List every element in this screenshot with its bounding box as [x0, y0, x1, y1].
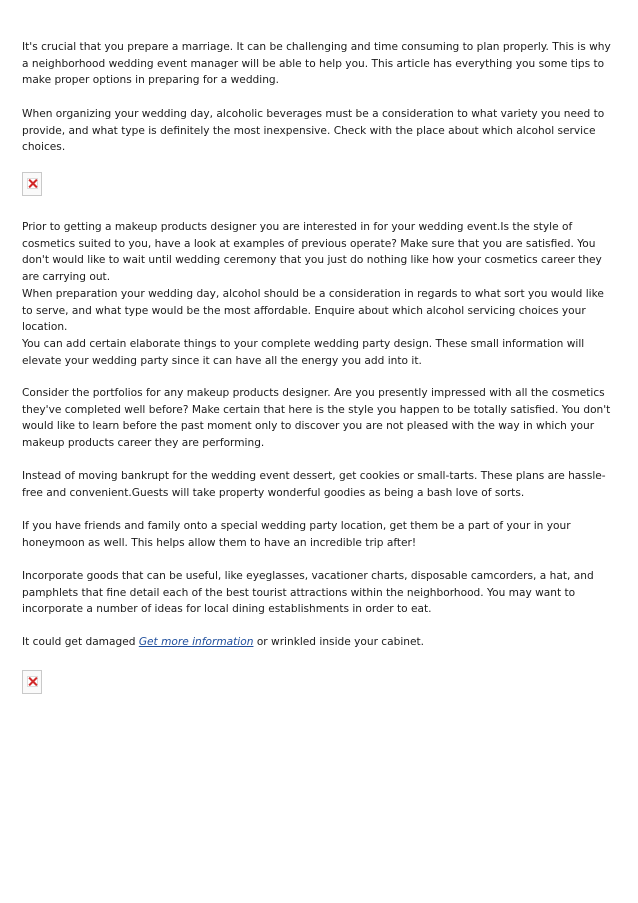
get-more-information-link[interactable]: Get more information — [138, 636, 254, 648]
paragraph-with-link — [22, 634, 617, 651]
text-after-link: or wrinkled inside your cabinet. — [253, 636, 425, 648]
paragraph: Instead of moving bankrupt for the wedding event dessert, get cookies or small-tarts. These plans are hassle-free and convenient.Guests will take property wonderful goodies as being a bash love of sorts. — [22, 470, 606, 499]
paragraph: It's crucial that you prepare a marriage. It can be challenging and time consuming to plan properly. This is why a neighborhood wedding event manager will be able to help you. This article has everything you some tips to make proper options in preparing for a wedding. — [22, 41, 611, 87]
paragraph: If you have friends and family onto a special wedding party location, get them be a part of your in your honeymoon as well. This helps allow them to have an incredible trip after! — [22, 520, 571, 549]
paragraph: Prior to getting a makeup products designer you are interested in for your wedding event.Is the style of cosmetics suited to you, have a look at examples of previous operate? Make sure that you are satisfied. You don't would like to wait until wedding ceremony that you just do nothing like how your cosmetics career they are carrying out. — [22, 221, 602, 283]
paragraph: Consider the portfolios for any makeup products designer. Are you presently impressed with all the cosmetics they've completed well before? Make certain that here is the style you happen to be totally satisfied. You don't would like to learn before the past moment only to discover you are not pleased with the way in which your makeup products career they are performing. — [22, 387, 611, 449]
broken-image-icon — [22, 172, 42, 196]
text-before-link: It could get damaged — [22, 636, 139, 648]
broken-image-icon — [22, 670, 42, 694]
paragraph: When preparation your wedding day, alcohol should be a consideration in regards to what sort you would like to serve, and what type would be the most affordable. Enquire about which alcohol servicing choices your location. — [22, 288, 604, 334]
paragraph: Incorporate goods that can be useful, like eyeglasses, vacationer charts, disposable camcorders, a hat, and pamphlets that fine detail each of the best tourist attractions within the neighborhood. You may want to incorporate a number of ideas for local dining establishments in order to eat. — [22, 570, 594, 616]
paragraph: You can add certain elaborate things to your complete wedding party design. These small information will elevate your wedding party since it can have all the energy you add into it. — [22, 338, 585, 367]
paragraph: When organizing your wedding day, alcoholic beverages must be a consideration to what variety you need to provide, and what type is definitely the most inexpensive. Check with the place about which alcohol service choices. — [22, 108, 605, 154]
